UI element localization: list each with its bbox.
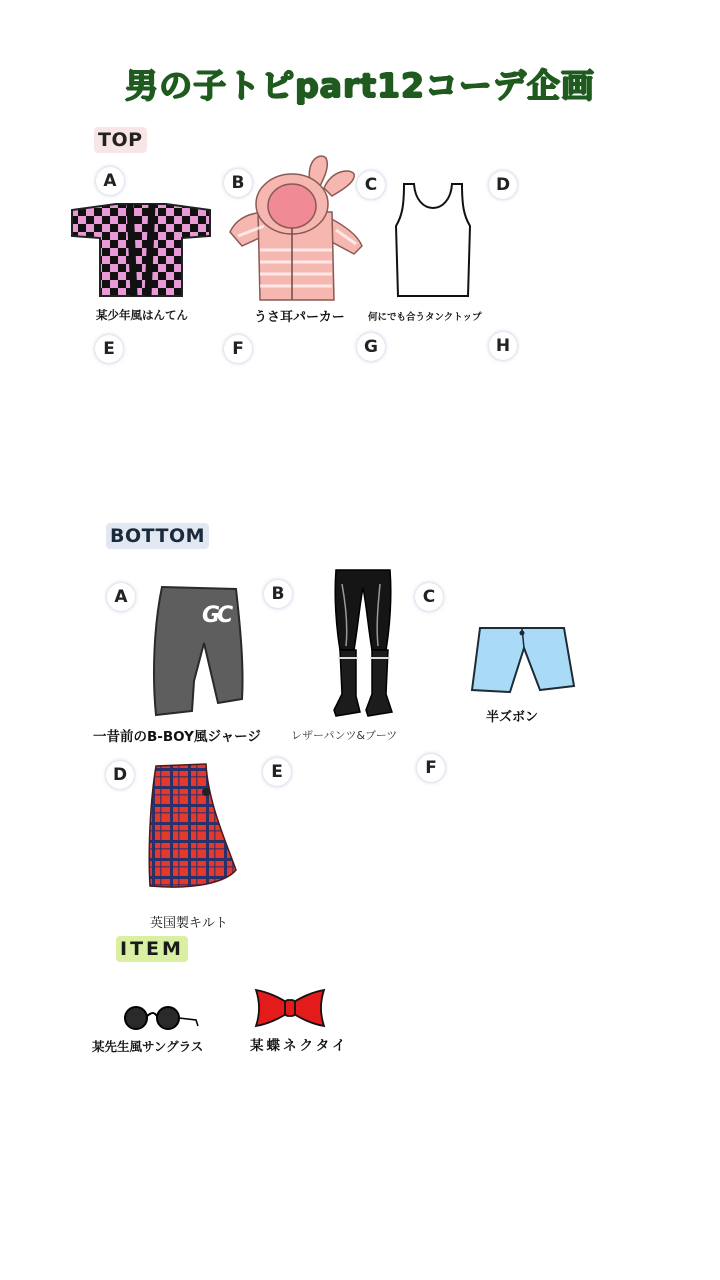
bottom-slot-b-caption: レザーパンツ&ブーツ (291, 729, 398, 742)
bottom-slot-c-caption: 半ズボン (486, 710, 539, 725)
top-slot-c-badge[interactable]: C (357, 171, 385, 199)
checkered-hanten-icon[interactable] (70, 200, 212, 300)
section-item-heading: ITEM (116, 936, 188, 962)
bunny-ear-hoodie-icon[interactable] (228, 152, 364, 302)
jersey-logo: GC (202, 603, 231, 628)
item-sunglasses-caption: 某先生風サングラス (92, 1039, 204, 1054)
top-slot-b-caption: うさ耳パーカー (254, 310, 345, 325)
tartan-kilt-icon[interactable] (146, 762, 238, 892)
top-slot-h-badge[interactable]: H (489, 332, 517, 360)
item-bowtie-caption: 某蝶ネクタイ (250, 1038, 349, 1054)
bottom-slot-f-badge[interactable]: F (417, 754, 445, 782)
top-slot-a-badge[interactable]: A (96, 167, 124, 195)
bottom-slot-c-badge[interactable]: C (415, 583, 443, 611)
tank-top-icon[interactable] (392, 180, 476, 300)
page-title: 男の子トピpart12コーデ企画 (125, 66, 595, 105)
round-sunglasses-icon[interactable] (122, 1004, 200, 1034)
bottom-slot-a-badge[interactable]: A (107, 583, 135, 611)
bottom-slot-e-badge[interactable]: E (263, 758, 291, 786)
top-slot-c-caption: 何にでも合うタンクトップ (368, 312, 482, 323)
top-slot-e-badge[interactable]: E (95, 335, 123, 363)
leather-pants-boots-icon[interactable] (330, 566, 396, 722)
bottom-slot-d-badge[interactable]: D (106, 761, 134, 789)
bottom-slot-b-badge[interactable]: B (264, 580, 292, 608)
red-bow-tie-icon[interactable] (254, 986, 326, 1028)
section-top-heading: TOP (94, 127, 147, 153)
top-slot-a-caption: 某少年風はんてん (96, 308, 188, 322)
bottom-slot-d-caption: 英国製キルト (150, 916, 228, 931)
section-bottom-heading: BOTTOM (106, 523, 209, 549)
light-blue-shorts-icon[interactable] (470, 624, 576, 696)
top-slot-g-badge[interactable]: G (357, 333, 385, 361)
bottom-slot-a-caption: 一昔前のB-BOY風ジャージ (93, 729, 261, 745)
top-slot-b-badge[interactable]: B (224, 169, 252, 197)
top-slot-d-badge[interactable]: D (489, 171, 517, 199)
top-slot-f-badge[interactable]: F (224, 335, 252, 363)
